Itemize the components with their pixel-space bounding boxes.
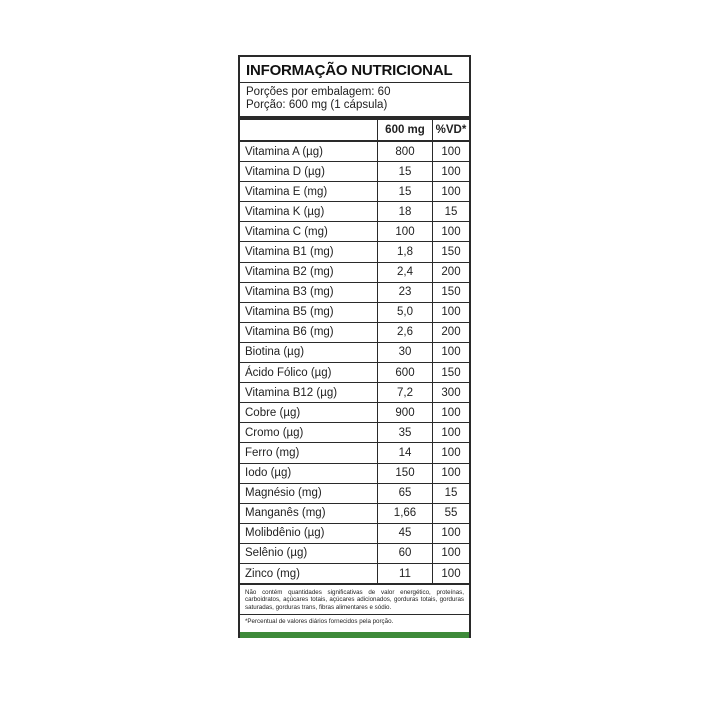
nutrient-amount: 60: [378, 543, 433, 563]
nutrient-name: Vitamina D (µg): [240, 162, 378, 182]
nutrient-name: Vitamina B6 (mg): [240, 322, 378, 342]
nutrient-daily-value: 100: [433, 443, 470, 463]
nutrient-name: Manganês (mg): [240, 503, 378, 523]
nutrient-name: Biotina (µg): [240, 342, 378, 362]
table-row: [240, 563, 469, 584]
table-row: [240, 463, 469, 483]
nutrient-name: Zinco (mg): [240, 563, 378, 584]
label-title: INFORMAÇÃO NUTRICIONAL: [240, 57, 469, 83]
nutrient-name: Ácido Fólico (µg): [240, 363, 378, 383]
serving-size: Porção: 600 mg (1 cápsula): [246, 99, 388, 111]
nutrient-daily-value: 15: [433, 202, 470, 222]
nutrient-name: Vitamina C (mg): [240, 222, 378, 242]
nutrient-daily-value: 100: [433, 463, 470, 483]
nutrient-table: [240, 120, 469, 585]
nutrient-daily-value: 200: [433, 322, 470, 342]
nutrient-amount: 5,0: [378, 302, 433, 322]
nutrient-name: Molibdênio (µg): [240, 523, 378, 543]
nutrient-daily-value: 100: [433, 162, 470, 182]
nutrient-daily-value: 55: [433, 503, 470, 523]
nutrient-amount: 1,66: [378, 503, 433, 523]
nutrient-name: Cobre (µg): [240, 403, 378, 423]
nutrient-daily-value: 100: [433, 403, 470, 423]
nutrient-amount: 800: [378, 141, 433, 162]
nutrient-daily-value: 100: [433, 302, 470, 322]
nutrient-name: Cromo (µg): [240, 423, 378, 443]
nutrient-name: Iodo (µg): [240, 463, 378, 483]
table-row: [240, 202, 469, 222]
table-row: [240, 141, 469, 162]
nutrient-name: Vitamina B12 (µg): [240, 383, 378, 403]
nutrient-amount: 100: [378, 222, 433, 242]
nutrient-daily-value: 150: [433, 363, 470, 383]
nutrient-amount: 7,2: [378, 383, 433, 403]
nutrient-name: Vitamina B5 (mg): [240, 302, 378, 322]
nutrient-amount: 18: [378, 202, 433, 222]
nutrient-daily-value: 300: [433, 383, 470, 403]
nutrient-name: Selênio (µg): [240, 543, 378, 563]
table-row: [240, 342, 469, 362]
nutrient-daily-value: 150: [433, 282, 470, 302]
nutrient-daily-value: 150: [433, 242, 470, 262]
nutrient-daily-value: 100: [433, 182, 470, 202]
nutrient-daily-value: 100: [433, 563, 470, 584]
column-header-nutrient: [240, 120, 378, 141]
nutrient-amount: 15: [378, 182, 433, 202]
nutrient-name: Vitamina K (µg): [240, 202, 378, 222]
table-header-row: [240, 120, 469, 141]
nutrient-name: Ferro (mg): [240, 443, 378, 463]
nutrient-amount: 900: [378, 403, 433, 423]
nutrient-amount: 35: [378, 423, 433, 443]
table-row: [240, 162, 469, 182]
nutrient-name: Magnésio (mg): [240, 483, 378, 503]
nutrient-amount: 150: [378, 463, 433, 483]
nutrient-daily-value: 200: [433, 262, 470, 282]
column-header-daily-value: %VD*: [433, 120, 470, 141]
nutrient-name: Vitamina B3 (mg): [240, 282, 378, 302]
nutrient-name: Vitamina B2 (mg): [240, 262, 378, 282]
serving-info: [240, 83, 469, 120]
nutrient-amount: 600: [378, 363, 433, 383]
table-row: [240, 543, 469, 563]
table-row: [240, 523, 469, 543]
nutrient-daily-value: 100: [433, 423, 470, 443]
nutrient-daily-value: 100: [433, 342, 470, 362]
nutrient-name: Vitamina B1 (mg): [240, 242, 378, 262]
nutrient-daily-value: 100: [433, 222, 470, 242]
table-row: [240, 383, 469, 403]
table-row: [240, 322, 469, 342]
table-row: [240, 302, 469, 322]
nutrient-amount: 23: [378, 282, 433, 302]
nutrient-amount: 1,8: [378, 242, 433, 262]
nutrient-amount: 11: [378, 563, 433, 584]
nutrition-footnote: Não contém quantidades significativas de valor energético, proteínas, carboidratos, açúcares totais, açúcares adicionados, gorduras totais, gorduras saturadas, gorduras trans, fibras alimentares e sódio.: [240, 585, 469, 615]
nutrient-amount: 2,6: [378, 322, 433, 342]
table-row: [240, 222, 469, 242]
table-row: [240, 423, 469, 443]
table-row: [240, 483, 469, 503]
nutrient-daily-value: 100: [433, 543, 470, 563]
nutrient-amount: 2,4: [378, 262, 433, 282]
table-row: [240, 443, 469, 463]
nutrient-daily-value: 100: [433, 523, 470, 543]
nutrient-amount: 30: [378, 342, 433, 362]
table-row: [240, 182, 469, 202]
table-row: [240, 403, 469, 423]
column-header-amount: 600 mg: [378, 120, 433, 141]
table-row: [240, 282, 469, 302]
table-row: [240, 242, 469, 262]
table-row: [240, 262, 469, 282]
nutrient-daily-value: 100: [433, 141, 470, 162]
accent-bar: [240, 632, 469, 638]
nutrient-amount: 45: [378, 523, 433, 543]
servings-per-package: Porções por embalagem: 60: [246, 86, 391, 98]
nutrient-amount: 14: [378, 443, 433, 463]
table-row: [240, 363, 469, 383]
nutrient-amount: 65: [378, 483, 433, 503]
nutrient-amount: 15: [378, 162, 433, 182]
nutrient-name: Vitamina E (mg): [240, 182, 378, 202]
nutrient-daily-value: 15: [433, 483, 470, 503]
table-row: [240, 503, 469, 523]
daily-value-footnote: *Percentual de valores diários fornecidos pela porção.: [245, 618, 394, 626]
nutrient-name: Vitamina A (µg): [240, 141, 378, 162]
nutrition-facts-label: [238, 55, 471, 638]
